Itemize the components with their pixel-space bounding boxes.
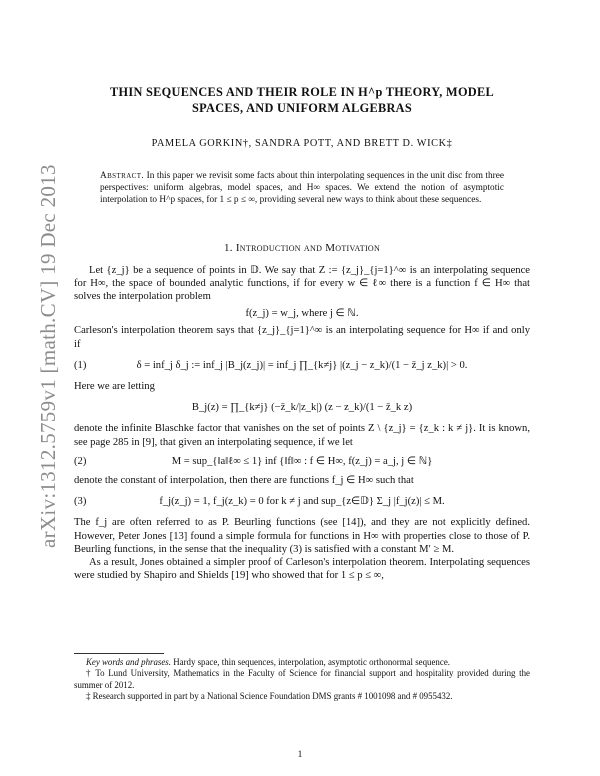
paragraph-blaschke-text: denote the infinite Blaschke factor that vanishes on the set of points Z \ {z_j} = {z_k : k ≠ j}. It is known, see page 285 in [9], that given an interpolating sequence, if we let — [74, 423, 530, 448]
paragraph-jones: As a result, Jones obtained a simpler proof of Carleson's interpolation theorem. Interpolating sequences were studied by Shapiro and Shields [19] who showed that for 1 ≤ p ≤ ∞, — [74, 557, 530, 582]
footnote-rule — [74, 653, 164, 654]
title-line-2: SPACES, AND UNIFORM ALGEBRAS — [192, 101, 412, 115]
equation-2-body: M = sup_{‖a‖ℓ∞ ≤ 1} inf {‖f‖∞ : f ∈ H∞, f(z_j) = a_j, j ∈ ℕ} — [171, 455, 433, 467]
abstract-label: Abstract. — [100, 171, 145, 181]
footnote-keywords — [74, 657, 530, 668]
paragraph-carleson: Carleson's interpolation theorem says that {z_j}_{j=1}^∞ is an interpolating sequence for H∞ if and only if — [74, 325, 530, 350]
title-line-1: THIN SEQUENCES AND THEIR ROLE IN H^p THEORY, MODEL — [110, 85, 494, 99]
footnote-keywords-label: Key words and phrases. — [86, 657, 171, 667]
equation-3-body: f_j(z_j) = 1, f_j(z_k) = 0 for k ≠ j and sup_{z∈𝔻} Σ_j |f_j(z)| ≤ M. — [159, 496, 445, 508]
footnote-dagger: † To Lund University, Mathematics in the Faculty of Science for financial support and hospitality provided during the summer of 2012. — [74, 668, 530, 690]
equation-blaschke-body: B_j(z) = ∏_{k≠j} (−z̄_k/|z_k|) (z − z_k)/(1 − z̄_k z) — [191, 402, 413, 414]
equation-2-number: (2) — [74, 455, 87, 467]
paragraph-blaschke — [74, 422, 530, 448]
paper-page — [74, 84, 530, 582]
equation-2 — [74, 455, 530, 468]
equation-interpolation — [74, 307, 530, 320]
page-number: 1 — [297, 750, 303, 760]
paragraph-intro: Let {z_j} be a sequence of points in 𝔻. We say that Z := {z_j}_{j=1}^∞ is an interpolating sequence for H∞, the space of bounded analytic functions, if for every w ∈ ℓ∞ there is a function f ∈ H∞ that solves the interpolation problem — [74, 264, 530, 303]
body-text — [74, 264, 530, 583]
equation-blaschke — [74, 401, 530, 414]
paragraph-beurling: The f_j are often referred to as P. Beurling functions (see [14]), and they are not explicitly defined. However, Peter Jones [13] found a simple formula for functions in H∞ with properties close to those of P. Beurling functions, in the sense that the inequality (3) is satisfied with a constant M′ ≥ M. — [74, 517, 530, 555]
author-list: PAMELA GORKIN†, SANDRA POTT, AND BRETT D. WICK‡ — [151, 138, 453, 149]
section-heading: 1. Introduction and Motivation — [223, 241, 381, 254]
equation-3-number: (3) — [74, 496, 87, 508]
equation-interpolation-body: f(z_j) = w_j, where j ∈ ℕ. — [245, 308, 359, 320]
equation-1 — [74, 359, 530, 372]
equation-3 — [74, 495, 530, 508]
paper-title — [74, 84, 530, 116]
paragraph-letting: Here we are letting — [74, 381, 155, 393]
footnote-keywords-text: Hardy space, thin sequences, interpolation, asymptotic orthonormal sequence. — [173, 657, 450, 667]
footnote-double-dagger: ‡ Research supported in part by a National Science Foundation DMS grants # 1001098 and # 0955432. — [86, 691, 453, 702]
arxiv-identifier: arXiv:1312.5759v1 [math.CV] 19 Dec 2013 — [36, 164, 60, 548]
equation-1-number: (1) — [74, 359, 87, 371]
paragraph-constant: denote the constant of interpolation, then there are functions f_j ∈ H∞ such that — [74, 475, 414, 487]
abstract-text: In this paper we revisit some facts about thin interpolating sequences in the unit disc from three perspectives: uniform algebras, model spaces, and H∞ spaces. We extend the notion of asymptotic interpolation to H^p spaces, for 1 ≤ p ≤ ∞, providing several new ways to think about these sequences. — [100, 171, 504, 206]
footnotes — [74, 653, 530, 703]
abstract — [100, 170, 504, 207]
equation-1-body: δ = inf_j δ_j := inf_j |B_j(z_j)| = inf_j ∏_{k≠j} |(z_j − z_k)/(1 − z̄_j z_k)| > 0. — [136, 359, 468, 371]
